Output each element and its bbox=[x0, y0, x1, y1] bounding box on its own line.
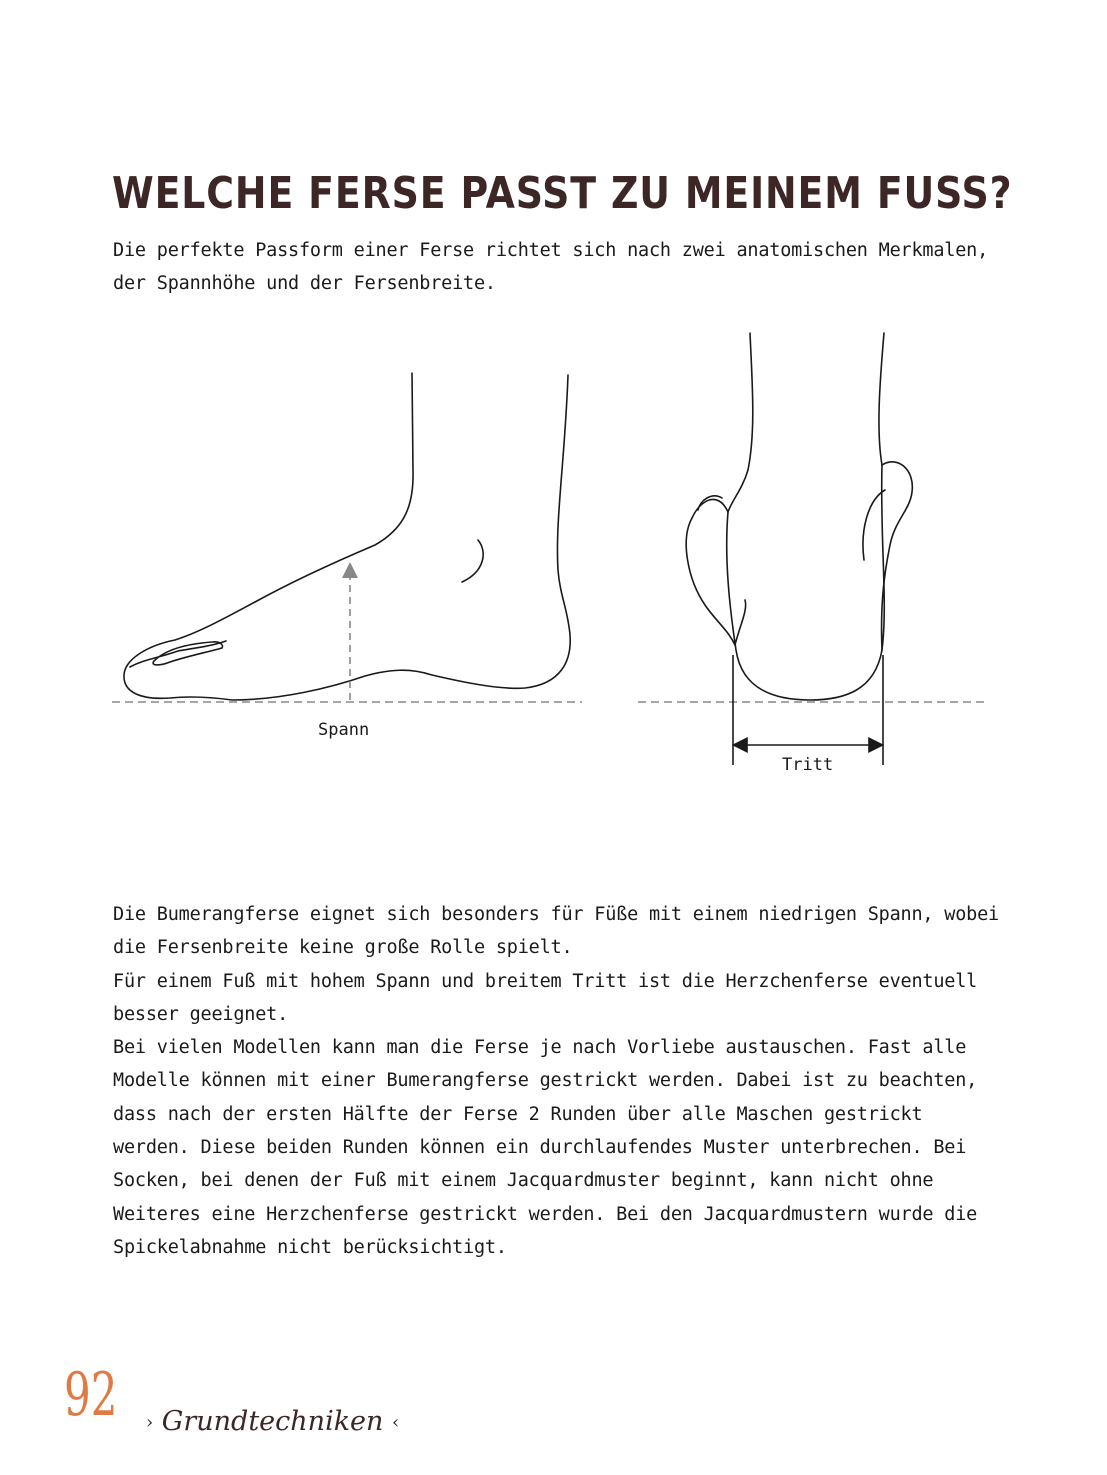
ankle-bone bbox=[462, 540, 483, 582]
leg-right bbox=[879, 333, 884, 465]
chevron-right-icon: › bbox=[146, 1412, 154, 1433]
paragraph: Die Bumerangferse eignet sich besonders für Füße mit einem niedrigen Spann, wobei die Fersenbreite keine große Rolle spielt. bbox=[113, 904, 999, 959]
section-name: Grundtechniken bbox=[161, 1406, 384, 1437]
spann-label: Spann bbox=[318, 720, 370, 740]
foot-illustration bbox=[0, 320, 1107, 790]
heel-outline bbox=[727, 465, 885, 700]
toe-line bbox=[130, 641, 226, 667]
foot-outline-side bbox=[124, 373, 570, 700]
back-toes-right bbox=[882, 462, 913, 650]
paragraph: Bei vielen Modellen kann man die Ferse je nach Vorliebe austauschen. Fast alle Modelle können mit einer Bumerangferse gestrickt werden. Dabei ist zu beachten, dass nach der ersten Hälfte der Ferse 2 Runden über alle Maschen gestrickt werden. Diese beiden Runden können ein durchlaufendes Muster unterbrechen. Bei Socken, bei denen der Fuß mit einem Jacquardmuster beginnt, kann nicht ohne Weiteres eine Herzchenferse gestrickt werden. Bei den Jacquardmustern wurde die Spickelabnahme nicht berücksichtigt. bbox=[113, 1037, 978, 1258]
back-toe-left-detail bbox=[698, 496, 722, 510]
intro-text: Die perfekte Passform einer Ferse richtet sich nach zwei anatomischen Merkmalen, der Spannhöhe und der Fersenbreite. bbox=[113, 240, 989, 294]
side-view-foot bbox=[124, 373, 570, 700]
paragraph: Für einem Fuß mit hohem Spann und breitem Tritt ist die Herzchenferse eventuell besser geeignet. bbox=[113, 970, 978, 1025]
arch-left bbox=[735, 600, 746, 645]
page-title: WELCHE FERSE PASST ZU MEINEM FUSS? bbox=[112, 168, 1013, 219]
page-number: 92 bbox=[64, 1360, 118, 1430]
section-label bbox=[146, 1406, 399, 1437]
chevron-left-icon: ‹ bbox=[392, 1412, 400, 1433]
body-text bbox=[113, 898, 1003, 1264]
leg-left bbox=[728, 333, 753, 512]
tritt-label: Tritt bbox=[782, 755, 834, 775]
back-view-foot bbox=[686, 333, 912, 700]
